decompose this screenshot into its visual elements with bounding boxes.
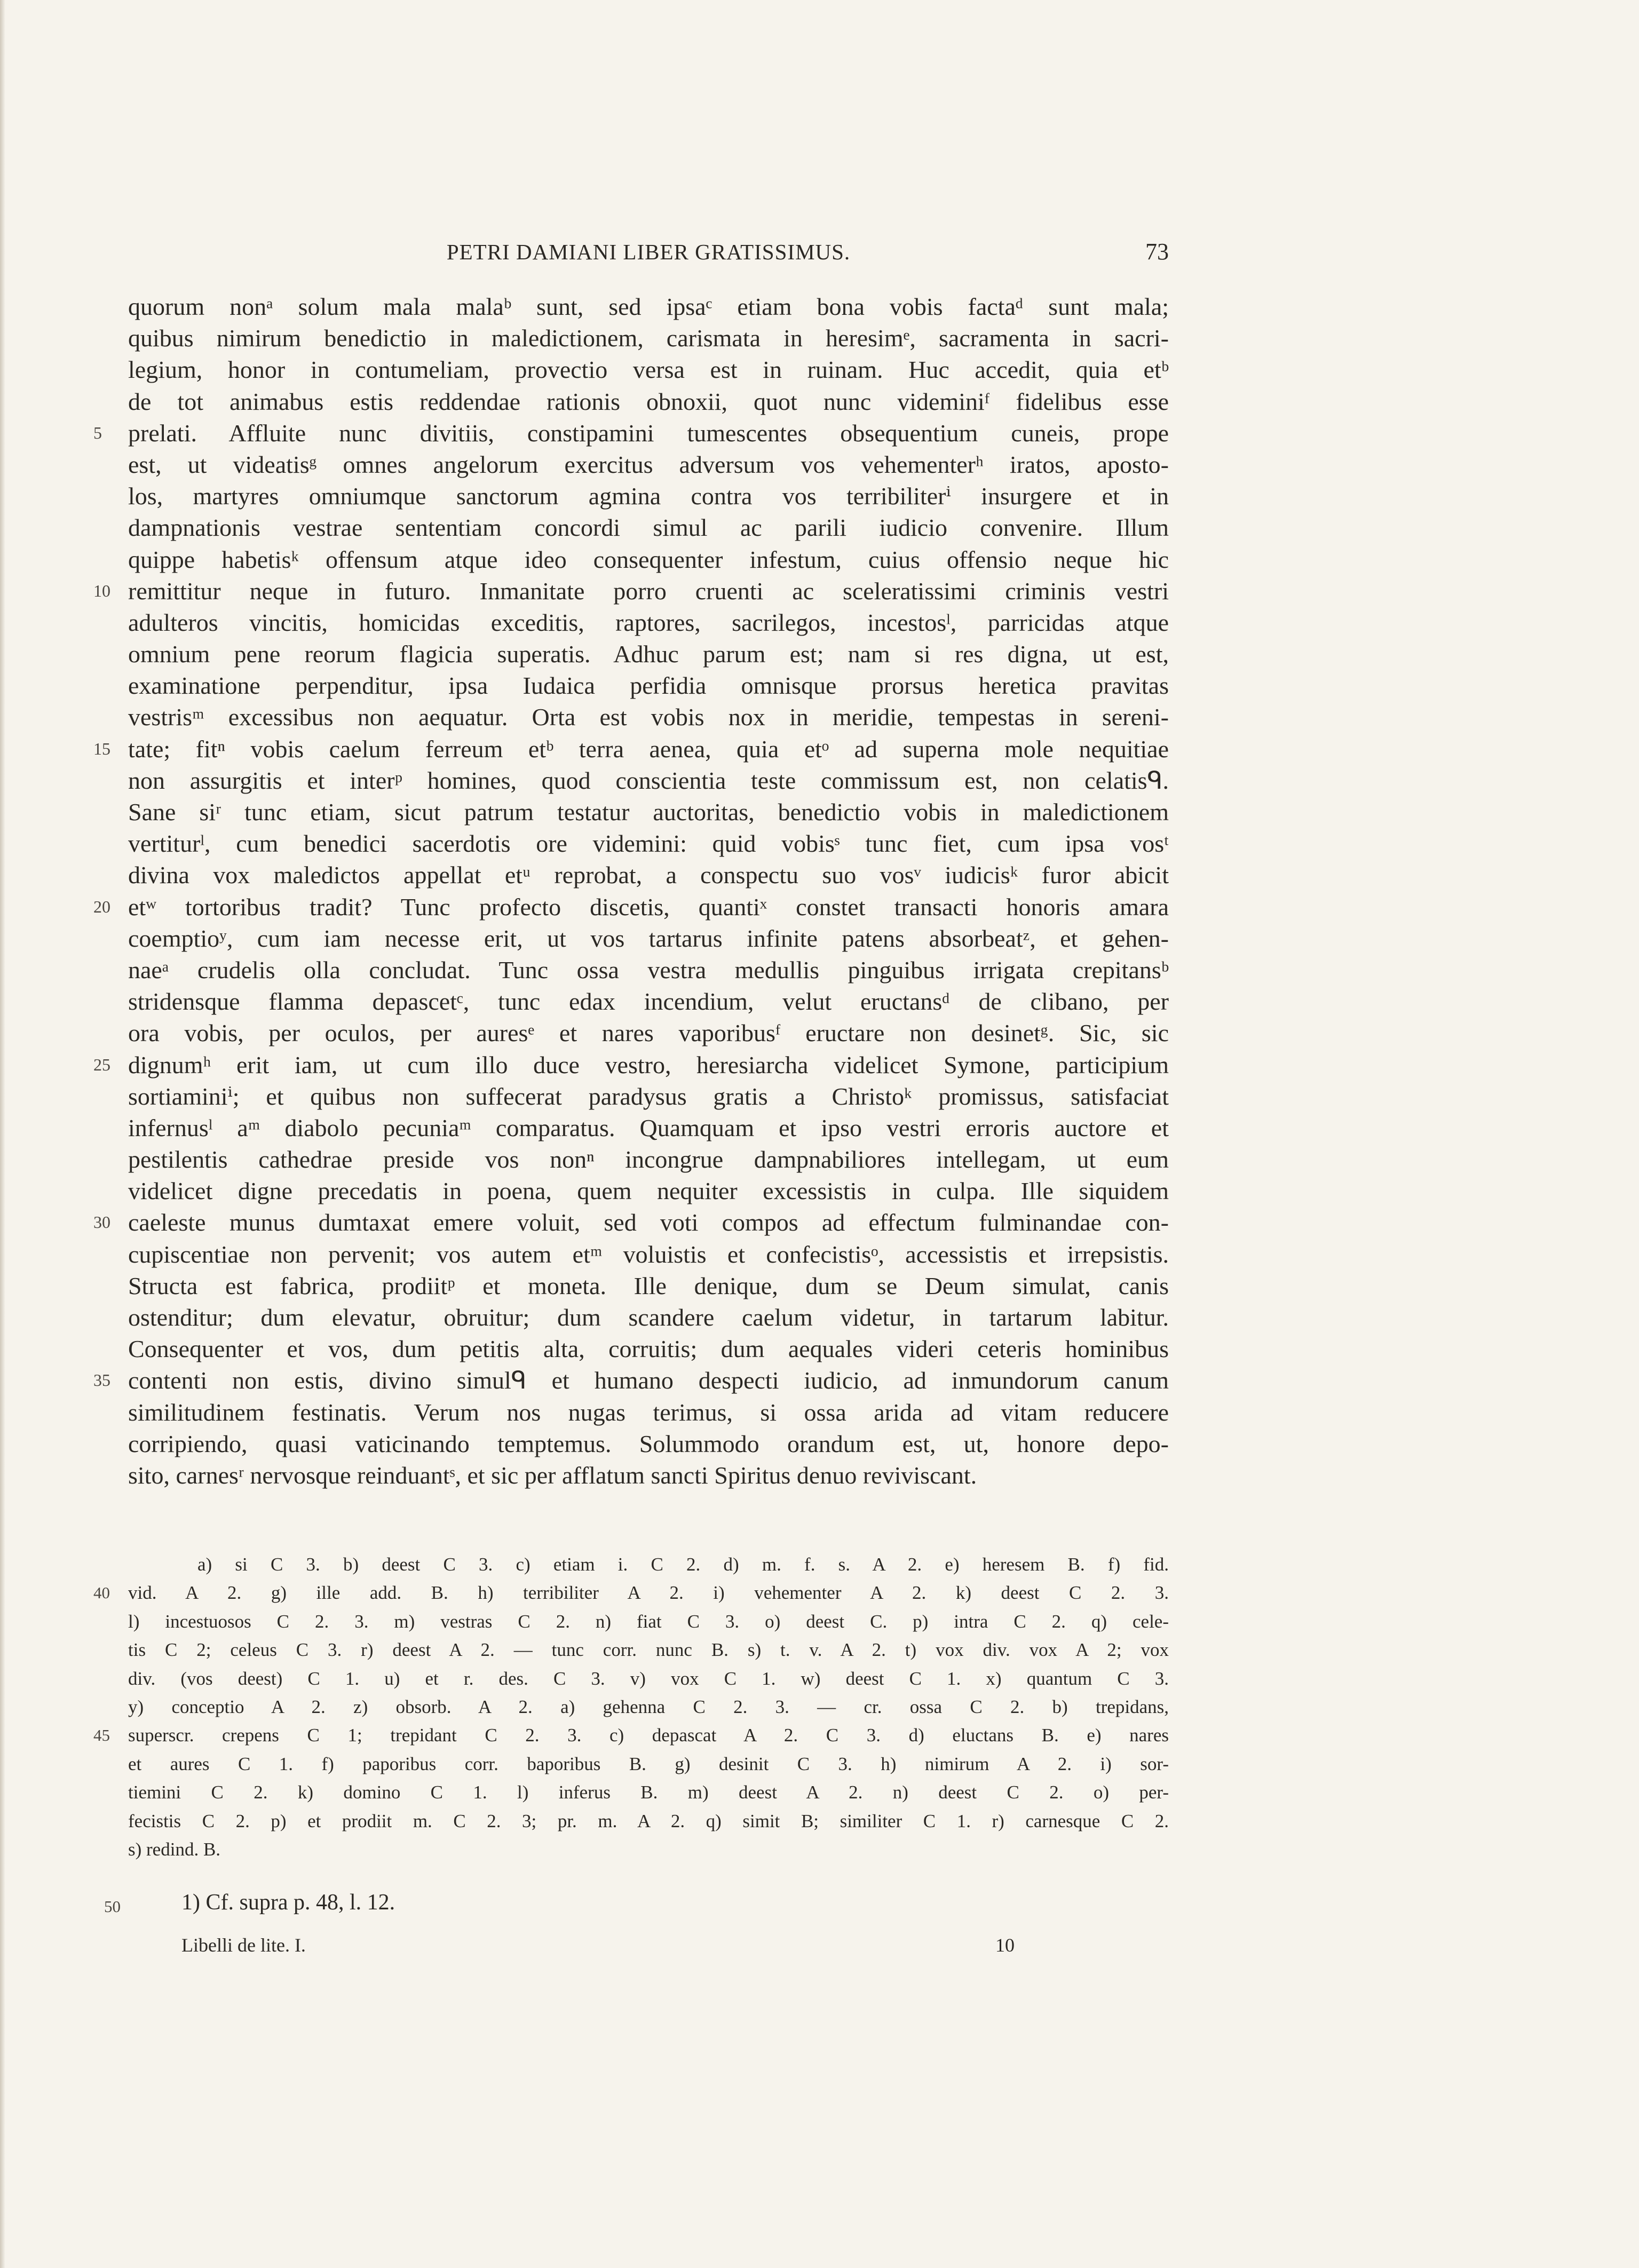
text-line: [93, 891, 1169, 923]
text-line: [128, 607, 1169, 638]
critical-apparatus: [93, 1550, 1169, 1863]
text-line: [128, 1175, 1169, 1207]
line-text: vertiturˡ, cum benedici sacerdotis ore videmini: quid vobisˢ tunc fiet, cum ipsa vosᵗ: [128, 830, 1169, 858]
apparatus-line: [93, 1721, 1169, 1749]
line-number: 25: [93, 1054, 110, 1074]
apparatus-text: tis C 2; celeus C 3. r) deest A 2. — tunc corr. nunc B. s) t. v. A 2. t) vox div. vox A 2; vox: [128, 1639, 1169, 1661]
line-text: coemptioʸ, cum iam necesse erit, ut vos tartarus infinite patens absorbeatᶻ, et gehen-: [128, 924, 1169, 952]
line-text: quibus nimirum benedictio in maledictionem, carismata in heresimᵉ, sacramenta in sacri-: [128, 324, 1169, 352]
line-number: 45: [93, 1726, 110, 1745]
line-text: remittitur neque in futuro. Inmanitate porro cruenti ac sceleratissimi criminis vestri: [128, 577, 1169, 605]
apparatus-text: y) conceptio A 2. z) obsorb. A 2. a) gehenna C 2. 3. — cr. ossa C 2. b) trepidans,: [128, 1696, 1169, 1717]
text-line: [128, 322, 1169, 354]
text-line: [128, 701, 1169, 733]
line-text: infernusˡ aᵐ diabolo pecuniaᵐ comparatus. Quamquam et ipso vestri erroris auctore et: [128, 1114, 1169, 1141]
text-line: [128, 986, 1169, 1017]
line-number: 40: [93, 1583, 110, 1603]
text-line: [128, 1239, 1169, 1270]
text-line: [128, 512, 1169, 543]
line-text: similitudinem festinatis. Verum nos nugas terimus, si ossa arida ad vitam reducere: [128, 1398, 1169, 1426]
apparatus-line: [128, 1778, 1169, 1806]
text-line: [128, 1144, 1169, 1175]
line-text: Structa est fabrica, prodiitᵖ et moneta. Ille denique, dum se Deum simulat, canis: [128, 1272, 1169, 1299]
apparatus-line: [128, 1664, 1169, 1693]
text-line: [128, 1270, 1169, 1302]
line-text: prelati. Affluite nunc divitiis, constipamini tumescentes obsequentium cuneis, prope: [128, 419, 1169, 447]
page-footer: [128, 1929, 1169, 1961]
text-line: [128, 480, 1169, 512]
line-text: stridensque flamma depascetᶜ, tunc edax incendium, velut eructansᵈ de clibano, per: [128, 988, 1169, 1016]
line-text: examinatione perpenditur, ipsa Iudaica perfidia omnisque prorsus heretica pravitas: [128, 672, 1169, 700]
line-text: ora vobis, per oculos, per auresᵉ et nares vaporibusᶠ eructare non desinetᵍ. Sic, sic: [128, 1019, 1169, 1047]
text-line: [128, 1397, 1169, 1428]
line-text: non assurgitis et interᵖ homines, quod conscientia teste commissum est, non celatisᑫ.: [128, 766, 1169, 794]
line-text: adulteros vincitis, homicidas exceditis, raptores, sacrilegos, incestosˡ, parricidas atque: [128, 608, 1169, 636]
text-line: [128, 544, 1169, 575]
text-line: [128, 638, 1169, 670]
line-text: omnium pene reorum flagicia superatis. Adhuc parum est; nam si res digna, ut est,: [128, 640, 1169, 668]
apparatus-text: et aures C 1. f) paporibus corr. baporibus B. g) desinit C 3. h) nimirum A 2. i) sor-: [128, 1753, 1169, 1774]
line-text: quorum nonᵃ solum mala malaᵇ sunt, sed ipsaᶜ etiam bona vobis factaᵈ sunt mala;: [128, 293, 1169, 320]
text-line: [93, 1365, 1169, 1396]
line-text: los, martyres omniumque sanctorum agmina contra vos terribiliterⁱ insurgere et in: [128, 482, 1169, 510]
footnote-line-number: 50: [104, 1897, 121, 1916]
text-line: [128, 1302, 1169, 1333]
line-text: quippe habetisᵏ offensum atque ideo consequenter infestum, cuius offensio neque hic: [128, 545, 1169, 573]
line-number: 30: [93, 1212, 110, 1232]
line-text: cupiscentiae non pervenit; vos autem etᵐ voluistis et confecistisᵒ, accessistis et irrepsistis.: [128, 1240, 1169, 1268]
line-text: videlicet digne precedatis in poena, quem nequiter excessistis in culpa. Ille siquidem: [128, 1177, 1169, 1205]
apparatus-text: vid. A 2. g) ille add. B. h) terribiliter A 2. i) vehementer A 2. k) deest C 2. 3.: [128, 1582, 1169, 1604]
apparatus-text: s) redind. B.: [128, 1838, 221, 1860]
text-line: [128, 859, 1169, 891]
line-number: 5: [93, 423, 102, 442]
running-header: [128, 239, 1169, 271]
text-line: [128, 828, 1169, 859]
text-line: [93, 1049, 1169, 1081]
main-text-block: [93, 291, 1169, 1491]
text-line: [93, 575, 1169, 607]
line-text: Sane siʳ tunc etiam, sicut patrum testatur auctoritas, benedictio vobis in maledictionem: [128, 798, 1169, 826]
apparatus-line: [93, 1579, 1169, 1607]
line-text: divina vox maledictos appellat etᵘ reprobat, a conspectu suo vosᵛ iudicisᵏ furor abicit: [128, 861, 1169, 889]
line-text: de tot animabus estis reddendae rationis obnoxii, quot nunc videminiᶠ fidelibus esse: [128, 387, 1169, 415]
text-line: [128, 923, 1169, 954]
line-text: ostenditur; dum elevatur, obruitur; dum scandere caelum videtur, in tartarum labitur.: [128, 1304, 1169, 1331]
line-text: legium, honor in contumeliam, provectio versa est in ruinam. Huc accedit, quia etᵇ: [128, 356, 1169, 384]
line-text: contenti non estis, divino simulᑫ et humano despecti iudicio, ad inmundorum canum: [128, 1367, 1169, 1394]
line-text: vestrisᵐ excessibus non aequatur. Orta est vobis nox in meridie, tempestas in sereni-: [128, 703, 1169, 731]
signature-mark: Libelli de lite. I.: [181, 1934, 306, 1956]
text-line: [128, 1460, 1169, 1491]
running-title: PETRI DAMIANI LIBER GRATISSIMUS.: [446, 240, 851, 264]
text-line: [128, 291, 1169, 322]
line-text: corripiendo, quasi vaticinando temptemus. Solummodo orandum est, ut, honore depo-: [128, 1430, 1169, 1457]
line-number: 35: [93, 1370, 110, 1390]
text-line: [93, 417, 1169, 449]
apparatus-line: [128, 1693, 1169, 1721]
line-text: sortiaminiⁱ; et quibus non suffecerat paradysus gratis a Christoᵏ promissus, satisfaciat: [128, 1082, 1169, 1110]
apparatus-text: superscr. crepens C 1; trepidant C 2. 3. c) depascat A 2. C 3. d) eluctans B. e) nares: [128, 1725, 1169, 1746]
line-number: 15: [93, 739, 110, 758]
apparatus-line: [128, 1607, 1169, 1636]
line-text: tate; fitⁿ vobis caelum ferreum etᵇ terra aenea, quia etᵒ ad superna mole nequitiae: [128, 735, 1169, 763]
apparatus-line: [128, 1636, 1169, 1664]
line-text: Consequenter et vos, dum petitis alta, corruitis; dum aequales videri ceteris hominibus: [128, 1335, 1169, 1363]
page-binding-edge: [0, 0, 5, 2268]
text-line: [128, 449, 1169, 480]
text-line: [93, 733, 1169, 765]
line-number: 10: [93, 581, 110, 600]
text-line: [128, 1112, 1169, 1144]
line-text: est, ut videatisᵍ omnes angelorum exercitus adversum vos vehementerʰ iratos, aposto-: [128, 450, 1169, 478]
apparatus-text: fecistis C 2. p) et prodiit m. C 2. 3; pr. m. A 2. q) simit B; similiter C 1. r) carnesque C 2.: [128, 1810, 1169, 1831]
footnote-text: 1) Cf. supra p. 48, l. 12.: [181, 1890, 395, 1915]
line-text: naeᵃ crudelis olla concludat. Tunc ossa vestra medullis pinguibus irrigata crepitansᵇ: [128, 956, 1169, 984]
text-line: [128, 386, 1169, 417]
gathering-number: 10: [995, 1934, 1015, 1956]
line-text: sito, carnesʳ nervosque reinduantˢ, et sic per afflatum sancti Spiritus denuo reviviscant.: [128, 1461, 977, 1489]
text-line: [128, 1333, 1169, 1365]
apparatus-text: a) si C 3. b) deest C 3. c) etiam i. C 2. d) m. f. s. A 2. e) heresem B. f) fid.: [197, 1554, 1169, 1575]
line-number: 20: [93, 897, 110, 916]
apparatus-line: [128, 1750, 1169, 1778]
footnote: [104, 1886, 1169, 1918]
apparatus-text: div. (vos deest) C 1. u) et r. des. C 3. v) vox C 1. w) deest C 1. x) quantum C 3.: [128, 1668, 1169, 1689]
line-text: dampnationis vestrae sententiam concordi simul ac parili iudicio convenire. Illum: [128, 514, 1169, 542]
text-line: [128, 670, 1169, 701]
apparatus-line: [128, 1807, 1169, 1835]
text-line: [128, 1428, 1169, 1460]
line-text: dignumʰ erit iam, ut cum illo duce vestro, heresiarcha videlicet Symone, participium: [128, 1051, 1169, 1079]
page-number: 73: [1145, 239, 1169, 265]
apparatus-line: [128, 1550, 1169, 1579]
text-line: [128, 954, 1169, 986]
text-line: [93, 1207, 1169, 1238]
text-line: [128, 354, 1169, 385]
apparatus-text: l) incestuosos C 2. 3. m) vestras C 2. n) fiat C 3. o) deest C. p) intra C 2. q) cele-: [128, 1611, 1169, 1632]
apparatus-line: [128, 1835, 1169, 1863]
text-line: [128, 1017, 1169, 1049]
apparatus-text: tiemini C 2. k) domino C 1. l) inferus B. m) deest A 2. n) deest C 2. o) per-: [128, 1782, 1169, 1803]
text-line: [128, 1081, 1169, 1112]
line-text: caeleste munus dumtaxat emere voluit, sed voti compos ad effectum fulminandae con-: [128, 1209, 1169, 1236]
line-text: pestilentis cathedrae preside vos nonⁿ incongrue dampnabiliores intellegam, ut eum: [128, 1146, 1169, 1173]
text-line: [128, 765, 1169, 796]
line-text: etʷ tortoribus tradit? Tunc profecto discetis, quantiˣ constet transacti honoris amara: [128, 893, 1169, 921]
text-line: [128, 796, 1169, 828]
